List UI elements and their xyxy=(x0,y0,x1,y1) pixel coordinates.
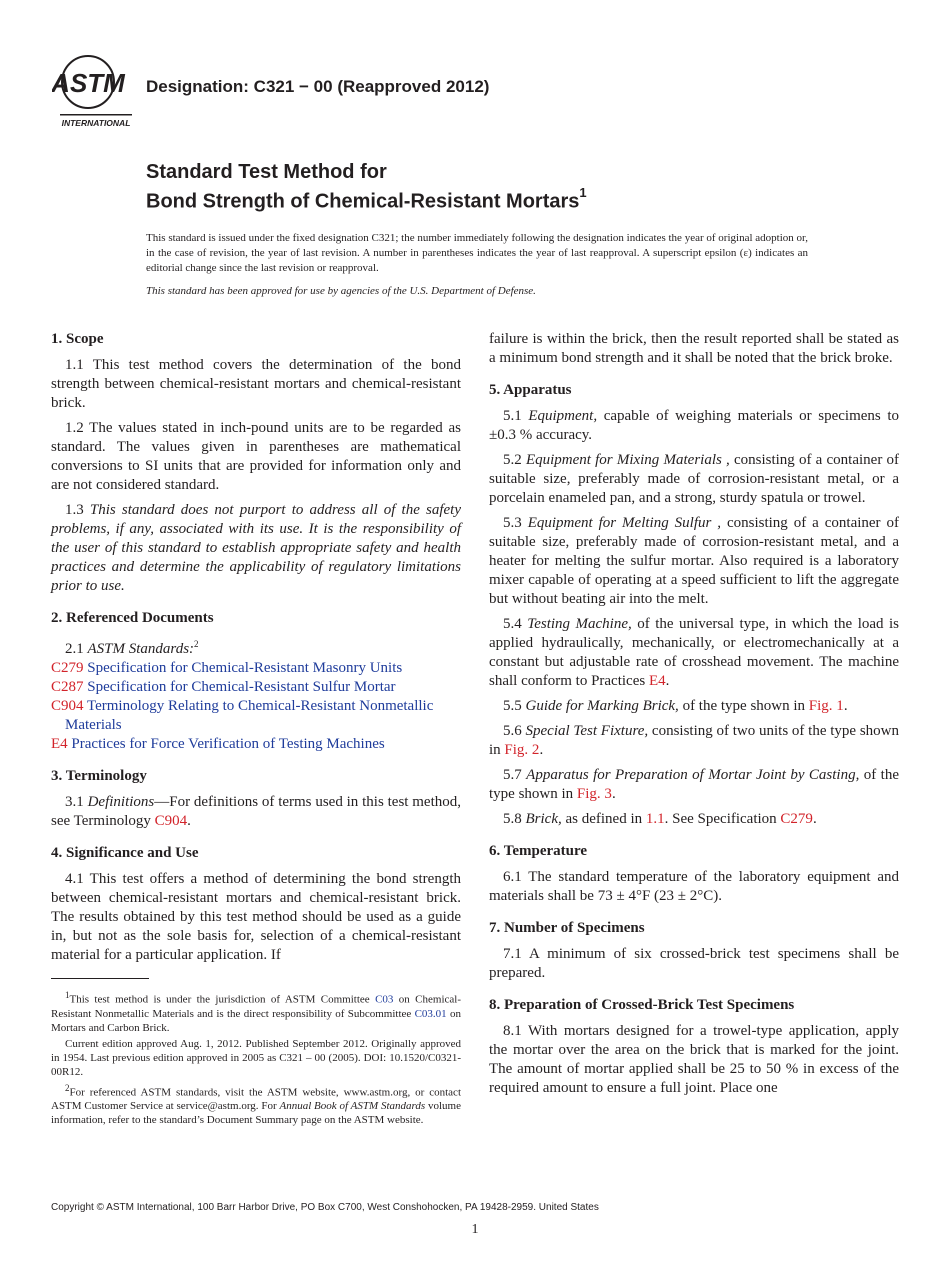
section-1-1-link[interactable]: 1.1 xyxy=(645,811,665,827)
para-text: consisting of two units of the type shown in xyxy=(489,723,900,758)
section-significance xyxy=(51,844,461,965)
punct: . xyxy=(665,673,670,689)
c279-link[interactable]: C279 xyxy=(780,811,813,827)
para-text: consisting of a container of suitable size, preferably made of corrosion-resistant metal, or a porcelain enameled pan, and a strong, sturdy spatula or trowel. xyxy=(489,452,900,506)
section-heading: 7. Number of Specimens xyxy=(489,920,645,936)
section-referenced-documents xyxy=(51,609,461,754)
section-temperature xyxy=(489,842,899,906)
para-text: as defined in xyxy=(561,811,646,827)
section-scope xyxy=(51,330,461,596)
page-number: 1 xyxy=(471,1222,479,1237)
para-num: 5.5 xyxy=(503,698,522,714)
para-text: capable of weighing materials or specimens to ±0.3 % accuracy. xyxy=(489,408,899,443)
reference-item[interactable] xyxy=(51,735,461,754)
title-main: Bond Strength of Chemical-Resistant Mortars xyxy=(146,190,580,213)
para-text: of the type shown in xyxy=(678,698,809,714)
c904-link[interactable]: C904 xyxy=(154,813,188,829)
paragraph xyxy=(489,451,899,508)
para-text: of the universal type, in which the load is applied hydraulically, mechanically, or electromechanically at a constant but adjustable rate of crosshead movement. The machine shall conform to Practices xyxy=(489,616,900,689)
para-text: —For definitions of terms used in this test method, see Terminology xyxy=(51,794,462,829)
section-heading: 5. Apparatus xyxy=(489,382,572,398)
paragraph-continued: failure is within the brick, then the result reported shall be stated as a minimum bond strength and it shall be noted that the brick broke. xyxy=(489,331,899,366)
reference-item[interactable] xyxy=(51,678,461,697)
copyright-notice: Copyright © ASTM International, 100 Barr Harbor Drive, PO Box C700, West Conshohocken, PA 19428-2959. United States xyxy=(51,1202,599,1213)
footnote-text: For referenced ASTM standards, visit the ASTM website, www.astm.org, or contact ASTM Customer Service at service@astm.org. For xyxy=(51,1086,461,1113)
para-num: 2.1 xyxy=(65,641,84,657)
term: Equipment, xyxy=(528,408,598,424)
section-heading: 8. Preparation of Crossed-Brick Test Specimens xyxy=(489,997,795,1013)
fig1-link[interactable]: Fig. 1 xyxy=(808,698,844,714)
paragraph xyxy=(489,514,899,609)
reference-title-link[interactable]: Specification for Chemical-Resistant Sulfur Mortar xyxy=(87,679,396,695)
reference-code-link[interactable]: C279 xyxy=(51,660,84,676)
footnotes xyxy=(51,988,461,1129)
reference-code-link[interactable]: E4 xyxy=(51,736,68,752)
para-num: 5.2 xyxy=(503,452,522,468)
para-num: 5.6 xyxy=(503,723,522,739)
designation: Designation: C321 − 00 (Reapproved 2012) xyxy=(146,77,490,96)
term: Equipment for Mixing Materials , xyxy=(525,452,730,468)
punct: . xyxy=(611,786,616,802)
reference-item[interactable] xyxy=(51,697,461,735)
section-heading: 6. Temperature xyxy=(489,843,588,859)
right-column xyxy=(489,330,899,1111)
c03-link[interactable]: C03 xyxy=(375,993,394,1006)
reference-list xyxy=(51,659,461,754)
paragraph: 4.1 This test offers a method of determining the bond strength between chemical-resistant mortars and chemical-resistant brick. The results obtained by this test method should be used as a guide in, but not as the sole basis for, selection of a chemical-resistant material for a particular application. If xyxy=(51,871,461,963)
paragraph xyxy=(489,766,899,804)
issue-note: This standard is issued under the fixed designation C321; the number immediately following the designation indicates the year of original adoption or, in the case of revision, the year of last revision. A number in parentheses indicates the year of last reapproval. A superscript epsilon (ε) indicates an editorial change since the last revision or reapproval. xyxy=(146,232,808,274)
astm-logo xyxy=(52,52,134,132)
section-terminology xyxy=(51,767,461,831)
term: Apparatus for Preparation of Mortar Joint by Casting, xyxy=(526,767,860,783)
astm-standards-label: ASTM Standards: xyxy=(87,641,195,657)
para-text: . See Specification xyxy=(664,811,781,827)
term: Testing Machine, xyxy=(527,616,632,632)
dod-note: This standard has been approved for use by agencies of the U.S. Department of Defense. xyxy=(146,285,536,297)
footnote-text: volume information, refer to the standard’s Document Summary page on the ASTM website. xyxy=(51,1100,461,1127)
section-apparatus xyxy=(489,381,899,829)
paragraph xyxy=(489,615,899,691)
punct: . xyxy=(843,698,848,714)
para-num: 5.3 xyxy=(503,515,522,531)
footnote-text: on Mortars and Carbon Brick. xyxy=(51,1007,461,1034)
para-num: 3.1 xyxy=(65,794,84,810)
term: Guide for Marking Brick, xyxy=(525,698,679,714)
section-preparation xyxy=(489,996,899,1098)
paragraph: 1.1 This test method covers the determination of the bond strength between chemical-resistant mortars and chemical-resistant brick. xyxy=(51,357,461,411)
para-text: consisting of a container of suitable size, preferably made of corrosion-resistant metal, and a heater for melting the sulfur mortar. Also required is a laboratory mixer capable of operating at a speed sufficient to lift the aggregate but without beating air into the melt. xyxy=(489,515,899,607)
paragraph xyxy=(489,722,899,760)
para-num: 5.8 xyxy=(503,811,522,827)
section-heading: 2. Referenced Documents xyxy=(51,610,214,626)
footnote-1-edition: Current edition approved Aug. 1, 2012. Published September 2012. Originally approved in 1954. Last previous edition approved in 2005 as C321 – 00 (2005). DOI: 10.1520/C0321-00R12. xyxy=(51,1037,461,1078)
punct: . xyxy=(539,742,544,758)
paragraph xyxy=(51,635,461,659)
reference-title-link[interactable]: Terminology Relating to Chemical-Resistant Nonmetallic Materials xyxy=(65,698,434,733)
term: Special Test Fixture, xyxy=(525,723,649,739)
paragraph: 7.1 A minimum of six crossed-brick test specimens shall be prepared. xyxy=(489,946,899,981)
paragraph: 8.1 With mortars designed for a trowel-type application, apply the mortar over the area on the brick that is marked for the joint. The amount of mortar applied shall be 25 to 50 % in excess of the required amount to ensure a full joint. Place one xyxy=(489,1023,899,1096)
paragraph: 6.1 The standard temperature of the laboratory equipment and materials shall be 73 ± 4°F (23 ± 2°C). xyxy=(489,869,899,904)
paragraph xyxy=(489,810,899,829)
paragraph: 1.2 The values stated in inch-pound units are to be regarded as standard. The values given in parentheses are mathematical conversions to SI units that are provided for information only and are not considered standard. xyxy=(51,420,461,493)
para-num: 1.3 xyxy=(65,502,84,518)
term: Definitions xyxy=(87,794,155,810)
footnote-mark: 2 xyxy=(194,639,199,649)
reference-title-link[interactable]: Practices for Force Verification of Testing Machines xyxy=(71,736,385,752)
term: Brick, xyxy=(525,811,562,827)
title-footnote-mark: 1 xyxy=(579,185,587,200)
paragraph xyxy=(51,501,461,596)
section-heading: 4. Significance and Use xyxy=(51,845,199,861)
title-line-2 xyxy=(146,184,587,214)
punct: . xyxy=(187,813,191,829)
paragraph xyxy=(489,697,899,716)
footnote-rule xyxy=(51,978,149,979)
fig3-link[interactable]: Fig. 3 xyxy=(576,786,612,802)
fig2-link[interactable]: Fig. 2 xyxy=(504,742,540,758)
document-title xyxy=(146,160,587,214)
para-num: 5.4 xyxy=(503,616,522,632)
footnote-mark: 1 xyxy=(65,990,70,1000)
footnote-mark: 2 xyxy=(65,1082,70,1093)
paragraph xyxy=(489,407,899,445)
footnote-italic: Annual Book of ASTM Standards xyxy=(279,1100,426,1113)
section-number-of-specimens xyxy=(489,919,899,983)
left-column xyxy=(51,330,461,978)
reference-code-link[interactable]: C904 xyxy=(51,698,84,714)
svg-text:INTERNATIONAL: INTERNATIONAL xyxy=(61,118,131,128)
para-num: 5.7 xyxy=(503,767,522,783)
svg-text:ASTM: ASTM xyxy=(52,68,125,98)
footnote-text: on Chemical-Resistant Nonmetallic Materials and is the direct responsibility of Subcommittee xyxy=(51,993,461,1020)
section-heading: 3. Terminology xyxy=(51,768,147,784)
section-heading: 1. Scope xyxy=(51,331,104,347)
reference-title-link[interactable]: Specification for Chemical-Resistant Masonry Units xyxy=(87,660,403,676)
e4-link[interactable]: E4 xyxy=(648,673,666,689)
reference-item[interactable] xyxy=(51,659,461,678)
safety-statement: This standard does not purport to address all of the safety problems, if any, associated with its use. It is the responsibility of the user of this standard to establish appropriate safety and health practices and determine the applicability of regulatory limitations prior to use. xyxy=(51,502,462,594)
footnote-1 xyxy=(51,988,461,1035)
c0301-link[interactable]: C03.01 xyxy=(414,1007,447,1020)
para-num: 5.1 xyxy=(503,408,522,424)
term: Equipment for Melting Sulfur , xyxy=(527,515,722,531)
title-line-1: Standard Test Method for xyxy=(146,161,387,183)
footnote-2 xyxy=(51,1081,461,1128)
punct: . xyxy=(812,811,817,827)
paragraph xyxy=(51,793,461,831)
para-text: of the type shown in xyxy=(489,767,899,802)
reference-code-link[interactable]: C287 xyxy=(51,679,84,695)
footnote-text: This test method is under the jurisdiction of ASTM Committee xyxy=(69,993,376,1006)
